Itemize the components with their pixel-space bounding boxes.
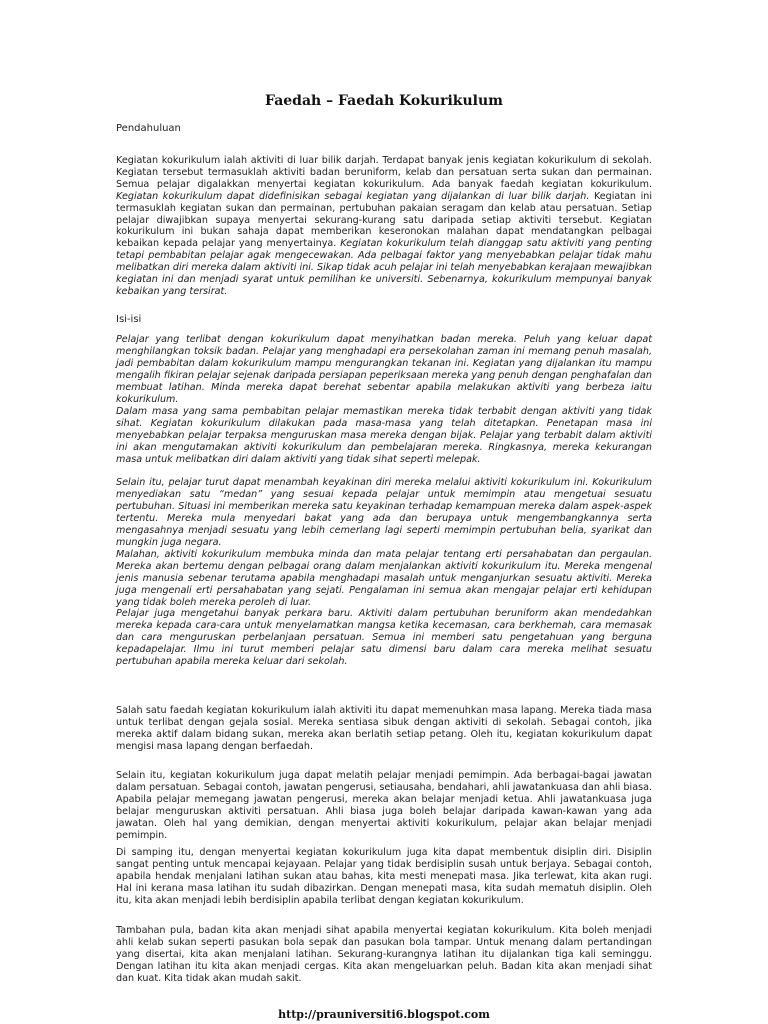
intro-paragraph (116, 155, 652, 298)
body-paragraph-1: Pelajar yang terlibat dengan kokurikulum dapat menyihatkan badan mereka. Peluh yang keluar dapat menghilangkan toksik badan. Pelajar yang menghadapi era persekolahan zaman ini memang penuh masalah, jadi pembabitan dalam kokurikulum mampu mengurangkan tekanan ini. Kegiatan yang dijalankan itu mampu mengalih fikiran pelajar sejenak daripada persiapan peperiksaan mereka yang penuh dengan penghafalan dan membuat latihan. Minda mereka dapat berehat sebentar apabila melakukan aktiviti yang berbeza iaitu kokurikulum. (116, 334, 652, 405)
body-paragraph-4: Malahan, aktiviti kokurikulum membuka minda dan mata pelajar tentang erti persahabatan dan pergaulan. Mereka akan bertemu dengan pelbagai orang dalam menjalankan aktiviti kokurikulum itu. Mereka mengenal jenis manusia sebenar terutama apabila menghadapi masalah untuk menganjurkan sesuatu aktiviti. Mereka juga mengenali erti persahabatan yang sejati. Pengalaman ini semua akan mengajar pelajar erti kehidupan yang tidak boleh mereka peroleh di luar. (116, 549, 652, 608)
intro-text-1: Kegiatan kokurikulum ialah aktiviti di luar bilik darjah. Terdapat banyak jenis kegiatan kokurikulum di sekolah. Kegiatan tersebut termasuklah aktiviti badan beruniform, kelab dan persatuan serta sukan dan permainan. Semua pelajar digalakkan menyertai kegiatan kokurikulum. Ada banyak faedah kegiatan kokurikulum. (116, 155, 652, 190)
intro-text-2: Kegiatan kokurikulum dapat didefinisikan sebagai kegiatan yang dijalankan di luar bilik darjah. (116, 190, 590, 202)
body-paragraph-3: Selain itu, pelajar turut dapat menambah keyakinan diri mereka melalui aktiviti kokurikulum ini. Kokurikulum menyediakan satu “medan” yang sesuai kepada pelajar untuk memimpin atau mengetuai sesuatu pertubuhan. Situasi ini memberikan mereka satu keyakinan terhadap kemampuan mereka dalam aspek-aspek tertentu. Mereka mula menyedari bakat yang ada dan berupaya untuk mengembangkannya serta mengasahnya menjadi sesuatu yang lebih cemerlang lagi seperti memimpin pertubuhan belia, syarikat dan mungkin juga negara. (116, 477, 652, 548)
footer-url: http://prauniversiti6.blogspot.com (278, 1008, 490, 1021)
body-paragraph-5: Pelajar juga mengetahui banyak perkara baru. Aktiviti dalam pertubuhan beruniform akan mendedahkan mereka kepada cara-cara untuk menyelamatkan mangsa ketika kecemasan, cara berkhemah, cara memasak dan cara menguruskan perbelanjaan persatuan. Semua ini memberi satu pengetahuan yang berguna kepadapelajar. Ilmu ini turut memberi pelajar satu dimensi baru dalam cara mereka melihat sesuatu pertubuhan apabila mereka keluar dari sekolah. (116, 608, 652, 667)
body-paragraph-6: Salah satu faedah kegiatan kokurikulum ialah aktiviti itu dapat memenuhkan masa lapang. Mereka tiada masa untuk terlibat dengan gejala sosial. Mereka sentiasa sibuk dengan aktiviti di sekolah. Sebagai contoh, jika mereka aktif dalam bidang sukan, mereka akan berlatih setiap petang. Oleh itu, kegiatan kokurikulum dapat mengisi masa lapang dengan berfaedah. (116, 705, 652, 753)
body-paragraph-9: Tambahan pula, badan kita akan menjadi sihat apabila menyertai kegiatan kokurikulum. Kita boleh menjadi ahli kelab sukan seperti pasukan bola sepak dan pasukan bola tampar. Untuk menang dalam pertandingan yang disertai, kita akan menjalani latihan. Sekurang-kurangnya latihan itu dijalankan tiga kali seminggu. Dengan latihan itu kita akan menjadi cergas. Kita akan mengeluarkan peluh. Badan kita akan menjadi sihat dan kuat. Kita tidak akan mudah sakit. (116, 925, 652, 985)
body-paragraph-2: Dalam masa yang sama pembabitan pelajar memastikan mereka tidak terbabit dengan aktiviti yang tidak sihat. Kegiatan kokurikulum dilakukan pada masa-masa yang telah ditetapkan. Penetapan masa ini menyebabkan pelajar terpaksa menguruskan masa mereka dengan bijak. Pelajar yang terbabit dalam aktiviti ini akan mengutamakan aktiviti kokurikulum dan pembelajaran mereka. Ringkasnya, mereka kekurangan masa untuk melibatkan diri dalam aktiviti yang tidak sihat seperti melepak. (116, 406, 652, 465)
section-heading-content: Isi-isi (116, 314, 142, 325)
section-heading-intro: Pendahuluan (116, 123, 181, 134)
intro-text-3: Kegiatan ini termasuklah kegiatan sukan dan permainan, pertubuhan pakaian seragam dan kelab atau persatuan. Setiap pelajar diwajibkan supaya menyertai sekurang-kurang satu daripada setiap aktiviti tersebut. Kegiatan kokurikulum ini bukan sahaja dapat memberikan keseronokan malahan dapat mendatangkan pelbagai kebaikan kepada pelajar yang menyertainya. (116, 190, 652, 250)
body-paragraph-8: Di samping itu, dengan menyertai kegiatan kokurikulum juga kita dapat membentuk disiplin diri. Disiplin sangat penting untuk mencapai kejayaan. Pelajar yang tidak berdisiplin susah untuk berjaya. Sebagai contoh, apabila hendak menjalani latihan sukan atau bahas, kita mesti menepati masa. Jika terlewat, kita akan rugi. Hal ini kerana masa latihan itu sudah dibazirkan. Dengan menepati masa, kita sudah mematuh disiplin. Oleh itu, kita akan menjadi lebih berdisiplin apabila terlibat dengan kegiatan kokurikulum. (116, 847, 652, 907)
intro-text-4: Kegiatan kokurikulum telah dianggap satu aktiviti yang penting tetapi pembabitan pelajar agak mengecewakan. Ada pelbagai faktor yang menyebabkan pelajar tidak mahu melibatkan diri mereka dalam aktiviti ini. Sikap tidak acuh pelajar ini telah menyebabkan kerajaan mewajibkan kegiatan ini dan menjadi syarat untuk pemilihan ke universiti. Sebenarnya, kokurikulum mempunyai banyak kebaikan yang tersirat. (116, 238, 652, 297)
document-title: Faedah – Faedah Kokurikulum (265, 93, 503, 109)
body-paragraph-7: Selain itu, kegiatan kokurikulum juga dapat melatih pelajar menjadi pemimpin. Ada berbagai-bagai jawatan dalam persatuan. Sebagai contoh, jawatan pengerusi, setiausaha, bendahari, ahli jawatankuasa dan ahli biasa. Apabila pelajar memegang jawatan pengerusi, mereka akan belajar menjadi ketua. Ahli jawatankuasa juga belajar menguruskan aktiviti persatuan. Ahli biasa juga boleh belajar daripada kawan-kawan yang ada jawatan. Oleh hal yang demikian, dengan menyertai aktiviti kokurikulum, pelajar akan belajar menjadi pemimpin. (116, 770, 652, 842)
